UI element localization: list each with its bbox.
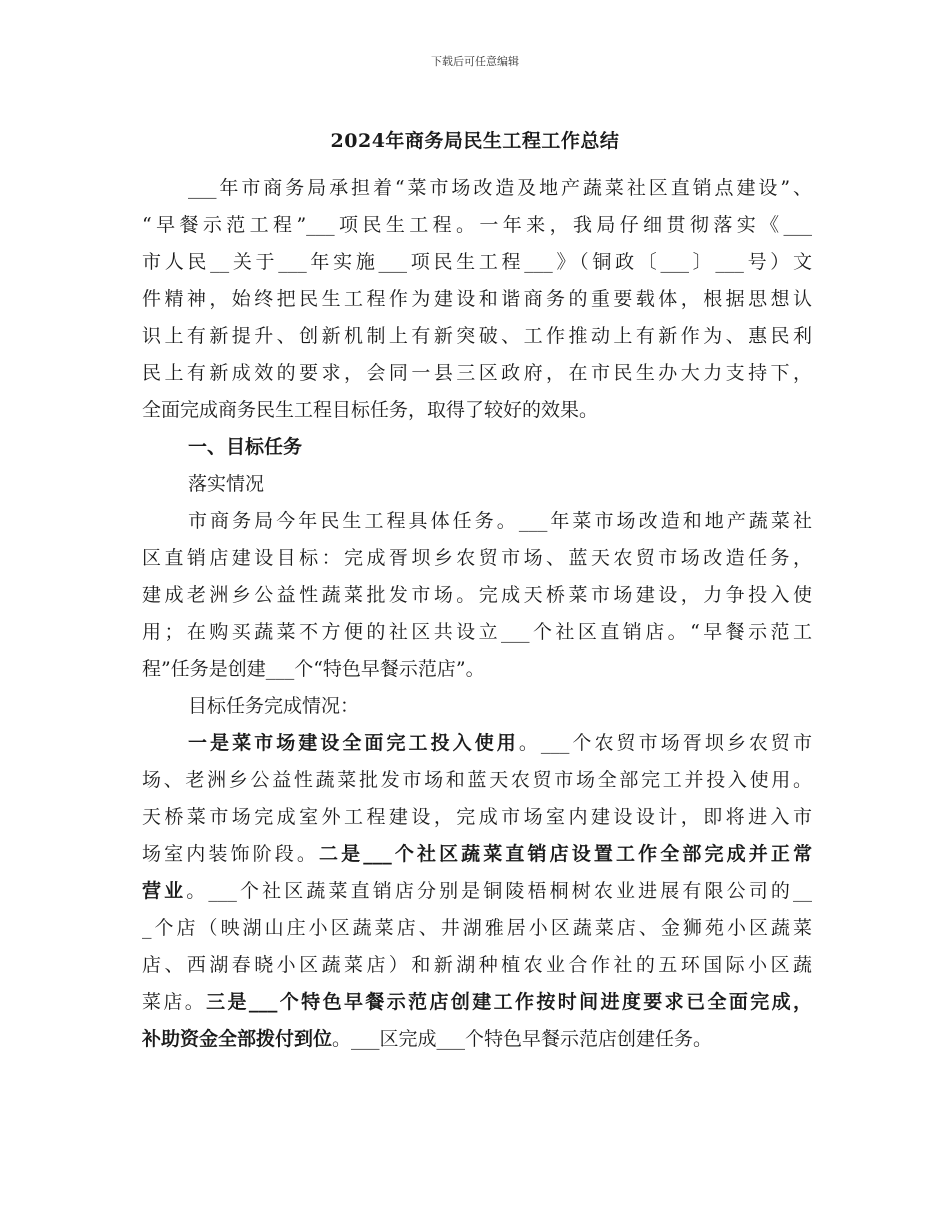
- bold-phrase: 补助资金全部拨付到位: [142, 1028, 333, 1050]
- completion-line: [142, 836, 812, 873]
- document-body: [142, 170, 812, 1058]
- text-run: 场室内装饰阶段。: [142, 843, 319, 865]
- completion-paragraph: [142, 725, 812, 1058]
- intro-line: 民上有新成效的要求，会同一县三区政府，在市民生办大力支持下，: [142, 362, 812, 384]
- intro-line: 件精神，始终把民生工程作为建设和谐商务的重要载体，根据思想认: [142, 288, 812, 310]
- task-paragraph: [142, 503, 812, 688]
- text-run: 。___个社区蔬菜直销店分别是铜陵梧桐树农业进展有限公司的__: [186, 880, 812, 902]
- completion-line: 店、西湖春晓小区蔬菜店）和新湖种植农业合作社的五环国际小区蔬: [142, 954, 812, 976]
- completion-line: 场、老洲乡公益性蔬菜批发市场和蓝天农贸市场全部完工并投入使用。: [142, 769, 812, 791]
- section-heading: 一、目标任务: [188, 436, 303, 458]
- completion-line: [142, 1021, 812, 1058]
- intro-line: 市人民__关于___年实施___项民生工程___》（铜政〔___〕___号）文: [142, 251, 812, 273]
- intro-paragraph: [142, 170, 812, 429]
- completion-line: 天桥菜市场完成室外工程建设，完成市场室内建设设计，即将进入市: [142, 806, 812, 828]
- task-line: 市商务局今年民生工程具体任务。___年菜市场改造和地产蔬菜社: [188, 510, 812, 532]
- completion-line: [142, 725, 812, 762]
- intro-line: 识上有新提升、创新机制上有新突破、工作推动上有新作为、惠民利: [142, 325, 812, 347]
- task-line: 用；在购买蔬菜不方便的社区共设立___个社区直销店。“早餐示范工: [142, 621, 812, 643]
- intro-line: ___年市商务局承担着“菜市场改造及地产蔬菜社区直销点建设”、: [188, 177, 812, 199]
- subheading: 落实情况: [188, 473, 265, 495]
- intro-line: “早餐示范工程”___项民生工程。一年来，我局仔细贯彻落实《___: [142, 214, 812, 236]
- bold-phrase: 一是菜市场建设全面完工投入使用: [188, 732, 519, 754]
- bold-phrase: 营业: [142, 880, 187, 902]
- bold-phrase: 三是___个特色早餐示范店创建工作按时间进度要求已全面完成，: [206, 991, 812, 1013]
- completion-line: [142, 984, 812, 1021]
- text-run: 。___区完成___个特色早餐示范店创建任务。: [332, 1028, 713, 1050]
- completion-line: [142, 873, 812, 910]
- intro-line: 全面完成商务民生工程目标任务，取得了较好的效果。: [142, 399, 599, 421]
- task-line: 建成老洲乡公益性蔬菜批发市场。完成天桥菜市场建设，力争投入使: [142, 584, 812, 606]
- completion-label: 目标任务完成情况：: [188, 695, 360, 717]
- bold-phrase: 二是___个社区蔬菜直销店设置工作全部完成并正常: [318, 843, 812, 865]
- task-line: 区直销店建设目标：完成胥坝乡农贸市场、蓝天农贸市场改造任务，: [142, 547, 812, 569]
- completion-line: _个店（映湖山庄小区蔬菜店、井湖雅居小区蔬菜店、金狮苑小区蔬菜: [142, 917, 812, 939]
- text-run: 。___个农贸市场胥坝乡农贸市: [518, 732, 812, 754]
- document-title: 2024年商务局民生工程工作总结: [330, 130, 620, 152]
- page-header-note: 下载后可任意编辑: [431, 55, 519, 68]
- text-run: 菜店。: [142, 991, 207, 1013]
- task-line: 程”任务是创建___个“特色早餐示范店”。: [142, 658, 485, 680]
